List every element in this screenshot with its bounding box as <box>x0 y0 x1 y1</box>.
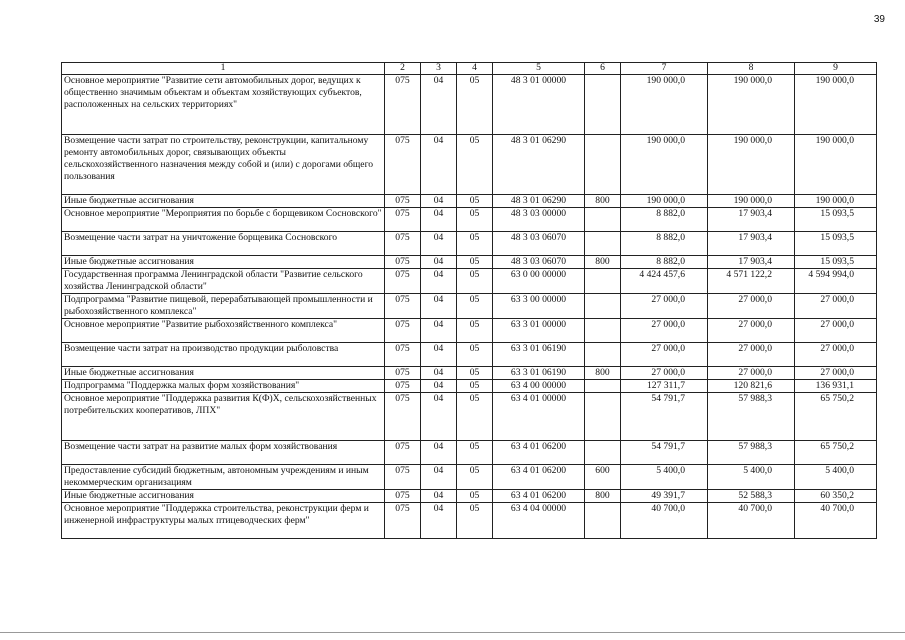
row-section-cell: 04 <box>421 503 457 539</box>
row-name-cell: Подпрограмма "Поддержка малых форм хозяйствования" <box>62 380 385 393</box>
row-amount-cell: 4 424 457,6 <box>621 269 708 294</box>
row-code-cell: 075 <box>385 135 421 195</box>
row-name-cell: Иные бюджетные ассигнования <box>62 195 385 208</box>
row-code-cell: 075 <box>385 343 421 367</box>
budget-table <box>61 62 877 539</box>
row-amount-cell: 127 311,7 <box>621 380 708 393</box>
row-amount-cell: 27 000,0 <box>621 294 708 319</box>
row-amount-cell: 60 350,2 <box>795 490 877 503</box>
row-amount-cell: 57 988,3 <box>708 441 795 465</box>
row-name-cell: Государственная программа Ленинградской области "Развитие сельского хозяйства Ленинградской области" <box>62 269 385 294</box>
row-code-cell: 075 <box>385 75 421 135</box>
header-cell: 7 <box>621 63 708 75</box>
table-row <box>62 294 877 319</box>
row-target-article-cell: 63 3 01 06190 <box>493 343 585 367</box>
row-amount-cell: 27 000,0 <box>795 294 877 319</box>
row-amount-cell: 120 821,6 <box>708 380 795 393</box>
row-amount-cell: 190 000,0 <box>621 135 708 195</box>
row-amount-cell: 15 093,5 <box>795 208 877 232</box>
row-section-cell: 04 <box>421 294 457 319</box>
row-expense-type-cell <box>585 208 621 232</box>
row-expense-type-cell <box>585 380 621 393</box>
header-cell: 3 <box>421 63 457 75</box>
row-subsection-cell: 05 <box>457 393 493 441</box>
table-row <box>62 343 877 367</box>
row-target-article-cell: 48 3 03 06070 <box>493 256 585 269</box>
row-expense-type-cell: 800 <box>585 256 621 269</box>
row-code-cell: 075 <box>385 441 421 465</box>
row-name-cell: Основное мероприятие "Поддержка строительства, реконструкции ферм и инженерной инфраструктуры малых птицеводческих ферм" <box>62 503 385 539</box>
row-section-cell: 04 <box>421 393 457 441</box>
row-name-cell: Иные бюджетные ассигнования <box>62 367 385 380</box>
row-subsection-cell: 05 <box>457 195 493 208</box>
row-expense-type-cell <box>585 232 621 256</box>
row-section-cell: 04 <box>421 195 457 208</box>
row-subsection-cell: 05 <box>457 343 493 367</box>
row-amount-cell: 190 000,0 <box>708 75 795 135</box>
row-target-article-cell: 48 3 01 06290 <box>493 135 585 195</box>
row-code-cell: 075 <box>385 465 421 490</box>
row-expense-type-cell: 600 <box>585 465 621 490</box>
row-amount-cell: 8 882,0 <box>621 256 708 269</box>
row-amount-cell: 27 000,0 <box>795 343 877 367</box>
row-subsection-cell: 05 <box>457 294 493 319</box>
row-amount-cell: 5 400,0 <box>621 465 708 490</box>
header-cell: 5 <box>493 63 585 75</box>
table-row <box>62 465 877 490</box>
row-subsection-cell: 05 <box>457 441 493 465</box>
row-code-cell: 075 <box>385 319 421 343</box>
row-amount-cell: 190 000,0 <box>621 195 708 208</box>
row-code-cell: 075 <box>385 269 421 294</box>
row-amount-cell: 27 000,0 <box>621 319 708 343</box>
row-subsection-cell: 05 <box>457 256 493 269</box>
row-name-cell: Основное мероприятие "Развитие сети автомобильных дорог, ведущих к общественно значимым объектам и объектам хозяйствующих субъектов, расположенных на сельских территориях" <box>62 75 385 135</box>
row-target-article-cell: 48 3 01 06290 <box>493 195 585 208</box>
row-section-cell: 04 <box>421 441 457 465</box>
row-amount-cell: 27 000,0 <box>708 367 795 380</box>
row-target-article-cell: 63 3 00 00000 <box>493 294 585 319</box>
table-row <box>62 256 877 269</box>
row-expense-type-cell <box>585 75 621 135</box>
row-amount-cell: 5 400,0 <box>795 465 877 490</box>
row-amount-cell: 27 000,0 <box>795 367 877 380</box>
row-amount-cell: 17 903,4 <box>708 232 795 256</box>
row-code-cell: 075 <box>385 294 421 319</box>
row-subsection-cell: 05 <box>457 208 493 232</box>
row-code-cell: 075 <box>385 367 421 380</box>
row-code-cell: 075 <box>385 256 421 269</box>
row-amount-cell: 27 000,0 <box>795 319 877 343</box>
row-code-cell: 075 <box>385 232 421 256</box>
row-subsection-cell: 05 <box>457 380 493 393</box>
row-expense-type-cell <box>585 343 621 367</box>
table-row <box>62 208 877 232</box>
row-expense-type-cell <box>585 503 621 539</box>
row-section-cell: 04 <box>421 232 457 256</box>
row-amount-cell: 65 750,2 <box>795 393 877 441</box>
header-cell: 1 <box>62 63 385 75</box>
row-section-cell: 04 <box>421 343 457 367</box>
row-amount-cell: 8 882,0 <box>621 232 708 256</box>
row-code-cell: 075 <box>385 503 421 539</box>
row-amount-cell: 40 700,0 <box>795 503 877 539</box>
row-amount-cell: 136 931,1 <box>795 380 877 393</box>
row-expense-type-cell <box>585 135 621 195</box>
row-amount-cell: 5 400,0 <box>708 465 795 490</box>
row-amount-cell: 190 000,0 <box>708 135 795 195</box>
row-name-cell: Возмещение части затрат на развитие малых форм хозяйствования <box>62 441 385 465</box>
row-amount-cell: 190 000,0 <box>708 195 795 208</box>
table-body <box>62 75 877 539</box>
row-amount-cell: 27 000,0 <box>708 319 795 343</box>
table-row <box>62 393 877 441</box>
row-target-article-cell: 63 3 01 06190 <box>493 367 585 380</box>
row-subsection-cell: 05 <box>457 503 493 539</box>
header-cell: 8 <box>708 63 795 75</box>
row-amount-cell: 65 750,2 <box>795 441 877 465</box>
page-bottom-rule <box>0 632 905 633</box>
row-amount-cell: 27 000,0 <box>708 343 795 367</box>
row-target-article-cell: 48 3 01 00000 <box>493 75 585 135</box>
table-row <box>62 380 877 393</box>
page-number: 39 <box>873 14 885 25</box>
row-expense-type-cell: 800 <box>585 490 621 503</box>
row-amount-cell: 15 093,5 <box>795 256 877 269</box>
row-subsection-cell: 05 <box>457 319 493 343</box>
row-subsection-cell: 05 <box>457 135 493 195</box>
row-amount-cell: 4 594 994,0 <box>795 269 877 294</box>
row-section-cell: 04 <box>421 75 457 135</box>
row-amount-cell: 190 000,0 <box>795 135 877 195</box>
row-expense-type-cell: 800 <box>585 195 621 208</box>
row-amount-cell: 40 700,0 <box>708 503 795 539</box>
row-amount-cell: 8 882,0 <box>621 208 708 232</box>
row-name-cell: Возмещение части затрат на производство продукции рыболовства <box>62 343 385 367</box>
row-subsection-cell: 05 <box>457 232 493 256</box>
row-amount-cell: 4 571 122,2 <box>708 269 795 294</box>
row-name-cell: Подпрограмма "Развитие пищевой, перерабатывающей промышленности и рыбохозяйственного комплекса" <box>62 294 385 319</box>
table-row <box>62 195 877 208</box>
row-target-article-cell: 63 4 04 00000 <box>493 503 585 539</box>
row-section-cell: 04 <box>421 380 457 393</box>
row-section-cell: 04 <box>421 135 457 195</box>
row-amount-cell: 27 000,0 <box>708 294 795 319</box>
row-section-cell: 04 <box>421 465 457 490</box>
table-row <box>62 490 877 503</box>
row-expense-type-cell <box>585 393 621 441</box>
row-subsection-cell: 05 <box>457 367 493 380</box>
row-amount-cell: 54 791,7 <box>621 393 708 441</box>
row-expense-type-cell <box>585 269 621 294</box>
row-target-article-cell: 63 3 01 00000 <box>493 319 585 343</box>
row-code-cell: 075 <box>385 393 421 441</box>
header-cell: 9 <box>795 63 877 75</box>
row-name-cell: Возмещение части затрат по строительству, реконструкции, капитальному ремонту автомобильных дорог, связывающих объекты сельскохозяйственного назначения между собой и (или) с дорогами общего пользования <box>62 135 385 195</box>
row-target-article-cell: 63 4 01 00000 <box>493 393 585 441</box>
header-row <box>62 63 877 75</box>
row-name-cell: Иные бюджетные ассигнования <box>62 256 385 269</box>
row-amount-cell: 190 000,0 <box>795 75 877 135</box>
row-name-cell: Иные бюджетные ассигнования <box>62 490 385 503</box>
row-code-cell: 075 <box>385 490 421 503</box>
row-name-cell: Основное мероприятие "Развитие рыбохозяйственного комплекса" <box>62 319 385 343</box>
row-target-article-cell: 48 3 03 00000 <box>493 208 585 232</box>
table-row <box>62 269 877 294</box>
row-section-cell: 04 <box>421 367 457 380</box>
row-section-cell: 04 <box>421 256 457 269</box>
row-amount-cell: 190 000,0 <box>795 195 877 208</box>
row-code-cell: 075 <box>385 195 421 208</box>
row-amount-cell: 40 700,0 <box>621 503 708 539</box>
row-amount-cell: 17 903,4 <box>708 208 795 232</box>
row-expense-type-cell <box>585 441 621 465</box>
row-target-article-cell: 63 0 00 00000 <box>493 269 585 294</box>
row-code-cell: 075 <box>385 380 421 393</box>
header-cell: 4 <box>457 63 493 75</box>
row-amount-cell: 15 093,5 <box>795 232 877 256</box>
row-code-cell: 075 <box>385 208 421 232</box>
row-target-article-cell: 48 3 03 06070 <box>493 232 585 256</box>
row-amount-cell: 27 000,0 <box>621 367 708 380</box>
row-amount-cell: 17 903,4 <box>708 256 795 269</box>
row-target-article-cell: 63 4 01 06200 <box>493 465 585 490</box>
row-target-article-cell: 63 4 01 06200 <box>493 441 585 465</box>
table-row <box>62 319 877 343</box>
row-subsection-cell: 05 <box>457 465 493 490</box>
row-name-cell: Основное мероприятие "Мероприятия по борьбе с борщевиком Сосновского" <box>62 208 385 232</box>
table-row <box>62 367 877 380</box>
row-name-cell: Предоставление субсидий бюджетным, автономным учреждениям и иным некоммерческим организациям <box>62 465 385 490</box>
row-subsection-cell: 05 <box>457 75 493 135</box>
row-expense-type-cell <box>585 319 621 343</box>
row-section-cell: 04 <box>421 490 457 503</box>
row-section-cell: 04 <box>421 319 457 343</box>
row-subsection-cell: 05 <box>457 269 493 294</box>
header-cell: 2 <box>385 63 421 75</box>
header-cell: 6 <box>585 63 621 75</box>
row-name-cell: Основное мероприятие "Поддержка развития К(Ф)Х, сельскохозяйственных потребительских кооперативов, ЛПХ" <box>62 393 385 441</box>
row-amount-cell: 49 391,7 <box>621 490 708 503</box>
row-section-cell: 04 <box>421 269 457 294</box>
row-section-cell: 04 <box>421 208 457 232</box>
row-expense-type-cell <box>585 294 621 319</box>
table-row <box>62 503 877 539</box>
table-row <box>62 135 877 195</box>
row-amount-cell: 27 000,0 <box>621 343 708 367</box>
row-target-article-cell: 63 4 00 00000 <box>493 380 585 393</box>
row-amount-cell: 57 988,3 <box>708 393 795 441</box>
row-amount-cell: 190 000,0 <box>621 75 708 135</box>
row-amount-cell: 54 791,7 <box>621 441 708 465</box>
row-target-article-cell: 63 4 01 06200 <box>493 490 585 503</box>
table-row <box>62 441 877 465</box>
row-expense-type-cell: 800 <box>585 367 621 380</box>
row-name-cell: Возмещение части затрат на уничтожение борщевика Сосновского <box>62 232 385 256</box>
row-amount-cell: 52 588,3 <box>708 490 795 503</box>
table-row <box>62 232 877 256</box>
row-subsection-cell: 05 <box>457 490 493 503</box>
table-row <box>62 75 877 135</box>
